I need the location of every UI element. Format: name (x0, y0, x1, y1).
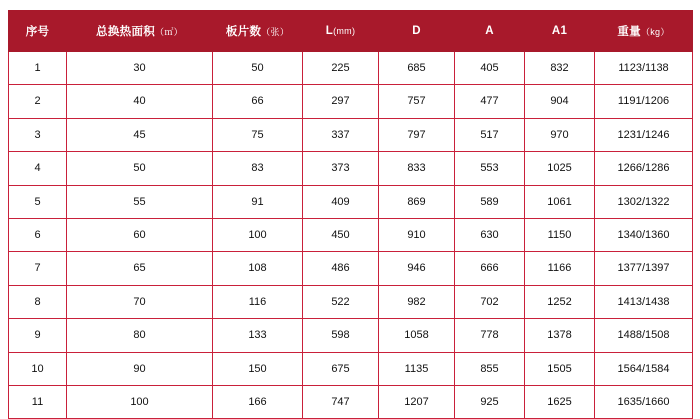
cell-plate-count: 108 (213, 252, 303, 285)
cell-index: 5 (9, 185, 67, 218)
cell-a: 666 (455, 252, 525, 285)
cell-l: 225 (303, 52, 379, 85)
specification-table (8, 10, 693, 419)
cell-a: 778 (455, 319, 525, 352)
column-header-label: L (325, 25, 334, 37)
cell-total-area: 50 (67, 152, 213, 185)
cell-weight: 1302/1322 (595, 185, 693, 218)
cell-d: 1135 (379, 352, 455, 385)
cell-a1: 1505 (525, 352, 595, 385)
column-header-plate-count (213, 11, 303, 52)
cell-weight: 1231/1246 (595, 118, 693, 151)
table-row (9, 285, 693, 318)
cell-l: 409 (303, 185, 379, 218)
cell-a1: 1378 (525, 319, 595, 352)
column-header-unit: (mm) (333, 26, 356, 36)
table-row (9, 319, 693, 352)
column-header-a (455, 11, 525, 52)
cell-a: 702 (455, 285, 525, 318)
table-row (9, 52, 693, 85)
cell-l: 675 (303, 352, 379, 385)
column-header-unit: （kg） (640, 27, 670, 37)
cell-a1: 970 (525, 118, 595, 151)
column-header-label: 板片数 (225, 26, 262, 38)
cell-index: 6 (9, 219, 67, 252)
cell-a1: 1061 (525, 185, 595, 218)
cell-d: 685 (379, 52, 455, 85)
cell-total-area: 30 (67, 52, 213, 85)
cell-a1: 1166 (525, 252, 595, 285)
cell-plate-count: 133 (213, 319, 303, 352)
cell-l: 486 (303, 252, 379, 285)
cell-weight: 1564/1584 (595, 352, 693, 385)
cell-a: 630 (455, 219, 525, 252)
cell-d: 1207 (379, 386, 455, 419)
cell-a1: 832 (525, 52, 595, 85)
cell-plate-count: 166 (213, 386, 303, 419)
cell-total-area: 55 (67, 185, 213, 218)
cell-weight: 1266/1286 (595, 152, 693, 185)
table-row (9, 118, 693, 151)
cell-d: 1058 (379, 319, 455, 352)
cell-total-area: 60 (67, 219, 213, 252)
table-row (9, 185, 693, 218)
column-header-unit: （㎡） (155, 27, 183, 37)
cell-d: 910 (379, 219, 455, 252)
cell-d: 946 (379, 252, 455, 285)
column-header-label: A1 (551, 25, 568, 37)
cell-a1: 1625 (525, 386, 595, 419)
table-row (9, 219, 693, 252)
cell-l: 297 (303, 85, 379, 118)
cell-plate-count: 83 (213, 152, 303, 185)
cell-l: 522 (303, 285, 379, 318)
cell-d: 797 (379, 118, 455, 151)
cell-l: 373 (303, 152, 379, 185)
cell-total-area: 100 (67, 386, 213, 419)
column-header-index (9, 11, 67, 52)
column-header-label: 序号 (25, 26, 50, 38)
cell-a: 517 (455, 118, 525, 151)
cell-index: 9 (9, 319, 67, 352)
column-header-l (303, 11, 379, 52)
cell-weight: 1123/1138 (595, 52, 693, 85)
cell-a: 553 (455, 152, 525, 185)
cell-weight: 1413/1438 (595, 285, 693, 318)
cell-weight: 1488/1508 (595, 319, 693, 352)
cell-a1: 904 (525, 85, 595, 118)
column-header-label: 重量 (617, 26, 641, 38)
cell-index: 11 (9, 386, 67, 419)
table-row (9, 152, 693, 185)
cell-weight: 1377/1397 (595, 252, 693, 285)
cell-plate-count: 91 (213, 185, 303, 218)
table-row (9, 85, 693, 118)
cell-d: 757 (379, 85, 455, 118)
cell-plate-count: 150 (213, 352, 303, 385)
cell-total-area: 90 (67, 352, 213, 385)
cell-a: 405 (455, 52, 525, 85)
column-header-d (379, 11, 455, 52)
cell-d: 869 (379, 185, 455, 218)
cell-index: 1 (9, 52, 67, 85)
cell-a: 477 (455, 85, 525, 118)
cell-plate-count: 66 (213, 85, 303, 118)
cell-a1: 1150 (525, 219, 595, 252)
table-row (9, 386, 693, 419)
cell-a1: 1252 (525, 285, 595, 318)
cell-l: 450 (303, 219, 379, 252)
table-body (9, 52, 693, 419)
cell-index: 2 (9, 85, 67, 118)
column-header-label: 总换热面积 (96, 26, 156, 38)
cell-l: 747 (303, 386, 379, 419)
table-header-row (9, 11, 693, 52)
cell-a: 855 (455, 352, 525, 385)
cell-total-area: 65 (67, 252, 213, 285)
cell-a1: 1025 (525, 152, 595, 185)
cell-index: 10 (9, 352, 67, 385)
cell-plate-count: 75 (213, 118, 303, 151)
column-header-unit: （张） (261, 27, 290, 37)
cell-plate-count: 100 (213, 219, 303, 252)
cell-l: 598 (303, 319, 379, 352)
cell-index: 8 (9, 285, 67, 318)
table-row (9, 252, 693, 285)
cell-index: 3 (9, 118, 67, 151)
cell-a: 925 (455, 386, 525, 419)
cell-index: 7 (9, 252, 67, 285)
column-header-a1 (525, 11, 595, 52)
table-row (9, 352, 693, 385)
column-header-total-area (67, 11, 213, 52)
table-header (9, 11, 693, 52)
cell-weight: 1635/1660 (595, 386, 693, 419)
cell-weight: 1340/1360 (595, 219, 693, 252)
cell-index: 4 (9, 152, 67, 185)
cell-total-area: 45 (67, 118, 213, 151)
column-header-label: A (485, 25, 494, 37)
cell-plate-count: 116 (213, 285, 303, 318)
cell-d: 982 (379, 285, 455, 318)
column-header-weight (595, 11, 693, 52)
cell-a: 589 (455, 185, 525, 218)
cell-d: 833 (379, 152, 455, 185)
cell-total-area: 70 (67, 285, 213, 318)
column-header-label: D (412, 25, 421, 37)
cell-weight: 1191/1206 (595, 85, 693, 118)
cell-plate-count: 50 (213, 52, 303, 85)
cell-total-area: 40 (67, 85, 213, 118)
cell-total-area: 80 (67, 319, 213, 352)
cell-l: 337 (303, 118, 379, 151)
